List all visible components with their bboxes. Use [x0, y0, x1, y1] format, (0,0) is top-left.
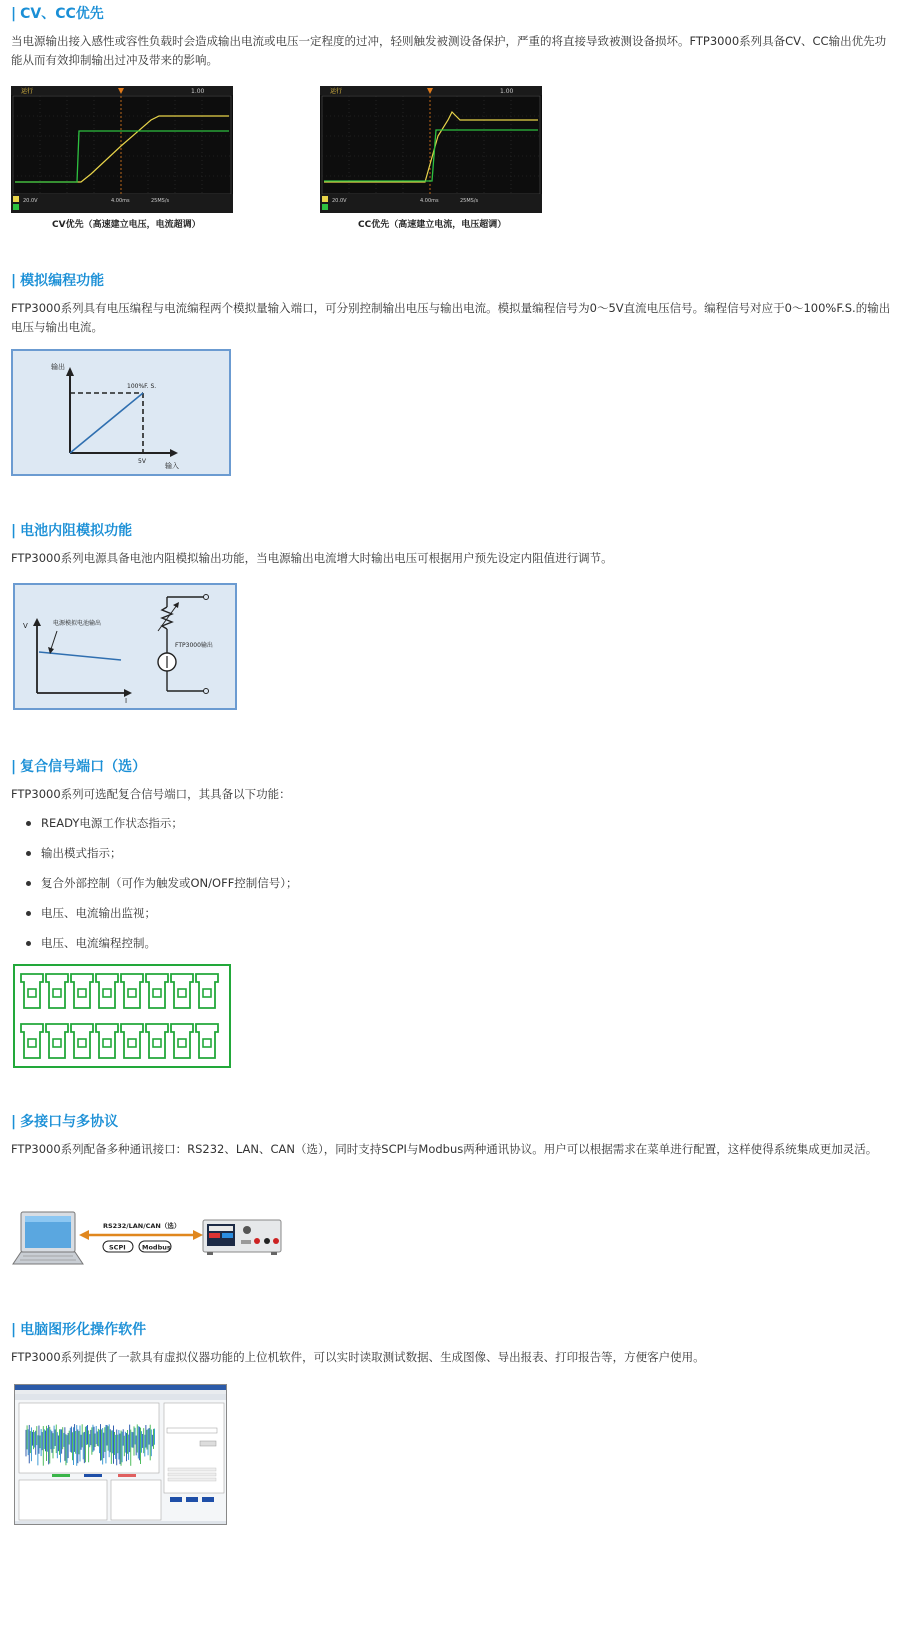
connector-pin-hole: [153, 989, 161, 997]
svg-text:1.00: 1.00: [500, 88, 514, 95]
laptop-icon: [13, 1212, 83, 1264]
connector-pin-hole: [103, 989, 111, 997]
svg-text:4.00ms: 4.00ms: [420, 198, 439, 204]
scope-cv-caption: CV优先（高速建立电压，电流超调）: [52, 220, 201, 230]
svg-text:V: V: [23, 622, 28, 630]
svg-text:Modbus: Modbus: [142, 1243, 171, 1252]
svg-text:电源模拟电池输出: 电源模拟电池输出: [53, 620, 102, 627]
feature-list: [11, 808, 891, 958]
connector-pin-hole: [178, 1039, 186, 1047]
scope-cc-image: [320, 86, 542, 213]
svg-text:FTP3000输出: FTP3000输出: [175, 642, 213, 649]
battery-simulation-diagram: [13, 583, 237, 714]
pc-software-screenshot: [14, 1384, 227, 1529]
section-cv-cc: [11, 4, 891, 70]
analog-programming-diagram: [11, 349, 231, 480]
svg-text:I: I: [125, 697, 128, 705]
connector-pin-hole: [203, 1039, 211, 1047]
section-analog-programming: [11, 271, 891, 337]
svg-text:运行: 运行: [21, 88, 34, 95]
section-text: FTP3000系列具有电压编程与电流编程两个模拟量输入端口，可分别控制输出电压与输出电流。模拟量编程信号为0～5V直流电压信号。编程信号对应于0～100%F.S.的输出电压与输出电流。: [11, 301, 891, 334]
section-text: FTP3000系列配备多种通讯接口：RS232、LAN、CAN（选），同时支持SCPI与Modbus两种通讯协议。用户可以根据需求在菜单进行配置，这样使得系统集成更加灵活。: [11, 1142, 878, 1156]
list-item: 电压、电流输出监视；: [11, 898, 891, 928]
list-item: 输出模式指示；: [11, 838, 891, 868]
section-text: 当电源输出接入感性或容性负载时会造成输出电流或电压一定程度的过冲，轻则触发被测设备保护，严重的将直接导致被测设备损坏。FTP3000系列具备CV、CC输出优先功能从而有效抑制输出过冲及带来的影响。: [11, 34, 887, 67]
svg-text:运行: 运行: [330, 88, 343, 95]
section-composite-port: [11, 757, 891, 958]
svg-text:1.00: 1.00: [191, 88, 205, 95]
section-title: | CV、CC优先: [11, 6, 104, 22]
connector-pin-hole: [128, 1039, 136, 1047]
connector-pin-hole: [128, 989, 136, 997]
section-text: FTP3000系列提供了一款具有虚拟仪器功能的上位机软件，可以实时读取测试数据、生成图像、导出报表、打印报告等，方便客户使用。: [11, 1350, 705, 1364]
y-axis-label: 输出: [51, 363, 65, 371]
section-title: | 多接口与多协议: [11, 1114, 119, 1130]
scope-cv-priority: [11, 86, 233, 217]
connector-pin-hole: [153, 1039, 161, 1047]
list-item: 复合外部控制（可作为触发或ON/OFF控制信号）；: [11, 868, 891, 898]
scope-cc-caption: CC优先（高速建立电流，电压超调）: [358, 220, 507, 230]
svg-text:25MS/s: 25MS/s: [460, 198, 479, 204]
section-title: | 复合信号端口（选）: [11, 759, 147, 775]
section-title: | 电脑图形化操作软件: [11, 1322, 147, 1338]
section-title: | 模拟编程功能: [11, 273, 105, 289]
connector-pin-hole: [78, 1039, 86, 1047]
svg-text:SCPI: SCPI: [109, 1243, 126, 1252]
section-battery-simulation: [11, 521, 891, 568]
power-supply-icon: [203, 1220, 281, 1255]
list-item: 电压、电流编程控制。: [11, 928, 891, 958]
interfaces-diagram: [11, 1208, 286, 1274]
connector-pin-hole: [178, 989, 186, 997]
section-interfaces: [11, 1112, 891, 1159]
svg-text:4.00ms: 4.00ms: [111, 198, 130, 204]
scope-cv-image: [11, 86, 233, 213]
svg-text:20.0V: 20.0V: [332, 198, 347, 204]
section-title: | 电池内阻模拟功能: [11, 523, 133, 539]
section-pc-software: [11, 1320, 891, 1367]
svg-text:RS232/LAN/CAN（选）: RS232/LAN/CAN（选）: [103, 1222, 181, 1230]
section-text: FTP3000系列可选配复合信号端口，其具备以下功能：: [11, 787, 291, 801]
svg-text:25MS/s: 25MS/s: [151, 198, 170, 204]
connector-pin-hole: [103, 1039, 111, 1047]
x-axis-label: 输入: [165, 462, 179, 470]
svg-text:20.0V: 20.0V: [23, 198, 38, 204]
connector-pin-hole: [203, 989, 211, 997]
top-label: 100%F. S.: [127, 383, 157, 390]
x-tick-label: 5V: [138, 458, 146, 465]
connector-pin-hole: [78, 989, 86, 997]
scope-cc-priority: [320, 86, 542, 217]
connector-pin-hole: [28, 989, 36, 997]
connector-pin-hole: [53, 989, 61, 997]
connector-pin-hole: [53, 1039, 61, 1047]
section-text: FTP3000系列电源具备电池内阻模拟输出功能，当电源输出电流增大时输出电压可根据用户预先设定内阻值进行调节。: [11, 551, 613, 565]
list-item: READY电源工作状态指示；: [11, 808, 891, 838]
connector-pin-hole: [28, 1039, 36, 1047]
composite-port-connector: [13, 964, 231, 1072]
